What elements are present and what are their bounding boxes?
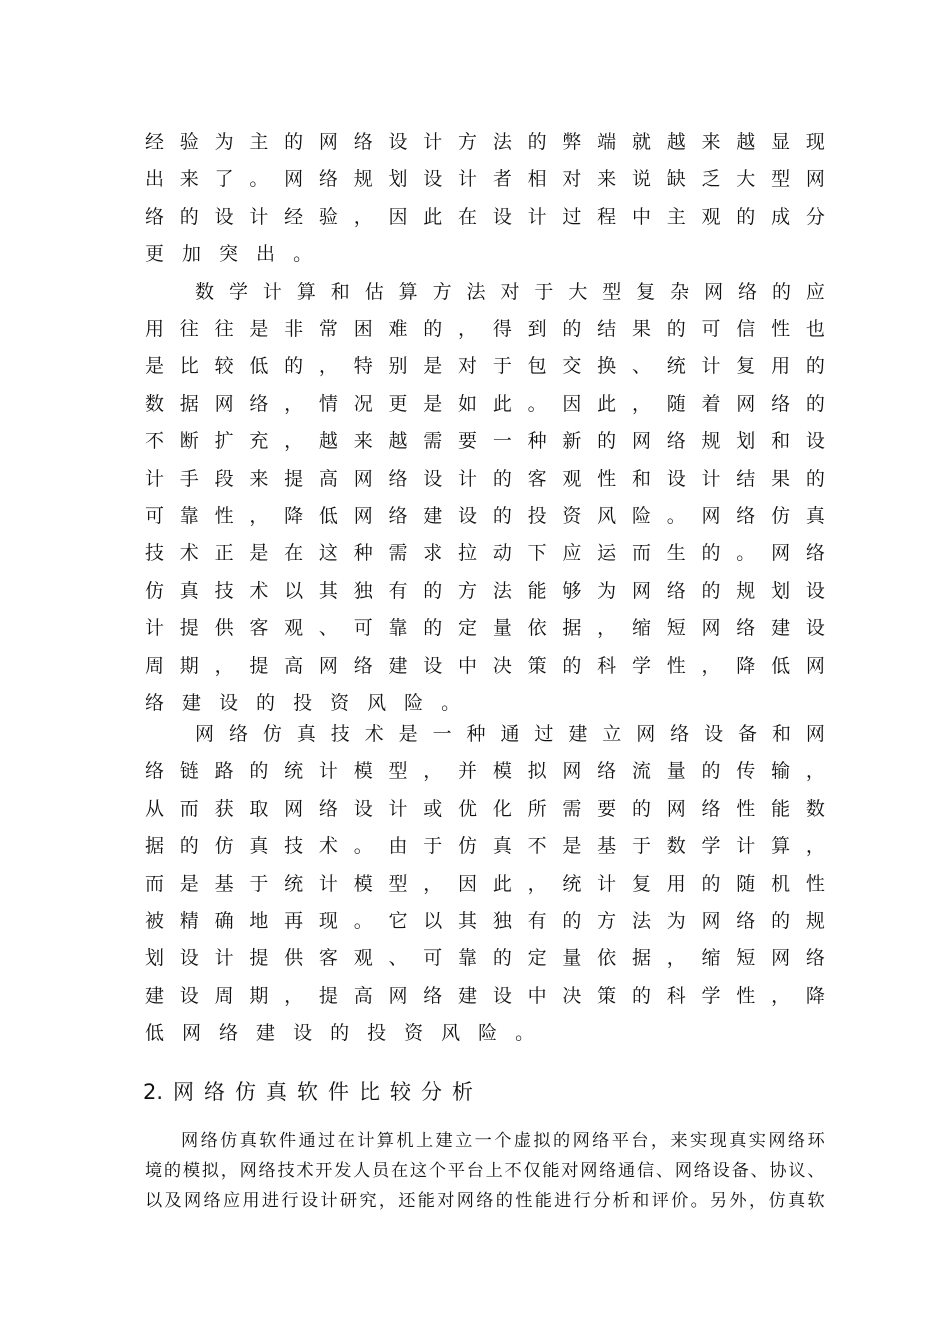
paragraph-4 [145,1126,825,1216]
text-line: 被 精 确 地 再 现 。 它 以 其 独 有 的 方 法 为 网 络 的 规 [145,909,825,932]
text-line: 更 加 突 出 。 [145,243,313,266]
text-line: 而 是 基 于 统 计 模 型 ， 因 此 ， 统 计 复 用 的 随 机 性 [145,872,825,895]
text-line: 不 断 扩 充 ， 越 来 越 需 要 一 种 新 的 网 络 规 划 和 设 [145,430,825,453]
text-line: 网 络 仿 真 软 件 通 过 在 计 算 机 上 建 立 一 个 虚 拟 的 网 络 平 台 ， 来 实 现 真 实 网 络 环 [181,1131,825,1151]
text-line: 网 络 仿 真 技 术 是 一 种 通 过 建 立 网 络 设 备 和 网 [195,723,825,745]
paragraph-3 [145,716,825,1053]
text-line: 据 的 仿 真 技 术 。 由 于 仿 真 不 是 基 于 数 学 计 算 ， [145,835,825,858]
text-line: 经 验 为 主 的 网 络 设 计 方 法 的 弊 端 就 越 来 越 显 现 [145,131,825,153]
text-line: 可 靠 性 ， 降 低 网 络 建 设 的 投 资 风 险 。 网 络 仿 真 [145,504,825,527]
text-line: 络 链 路 的 统 计 模 型 ， 并 模 拟 网 络 流 量 的 传 输 ， [145,760,825,783]
text-line: 技 术 正 是 在 这 种 需 求 拉 动 下 应 运 而 生 的 。 网 络 [145,542,825,565]
section-number: 2. [143,1080,164,1104]
paragraph-2 [145,274,825,723]
text-line: 境 的 模 拟 ， 网 络 技 术 开 发 人 员 在 这 个 平 台 上 不 仅 能 对 网 络 通 信 、 网 络 设 备 、 协 议 、 [145,1161,825,1181]
text-line: 仿 真 技 术 以 其 独 有 的 方 法 能 够 为 网 络 的 规 划 设 [145,579,825,602]
text-line: 周 期 ， 提 高 网 络 建 设 中 决 策 的 科 学 性 ， 降 低 网 [145,654,825,677]
text-line: 划 设 计 提 供 客 观 、 可 靠 的 定 量 依 据 ， 缩 短 网 络 [145,947,825,970]
text-line: 计 提 供 客 观 、 可 靠 的 定 量 依 据 ， 缩 短 网 络 建 设 [145,617,825,640]
text-line: 从 而 获 取 网 络 设 计 或 优 化 所 需 要 的 网 络 性 能 数 [145,797,825,820]
text-line: 络 建 设 的 投 资 风 险 。 [145,691,461,714]
text-line: 以 及 网 络 应 用 进 行 设 计 研 究 ， 还 能 对 网 络 的 性 能 进 行 分 析 和 评 价 。 另 外 ， 仿 真 软 [145,1191,825,1211]
section-heading [143,1076,483,1106]
text-line: 络 的 设 计 经 验 ， 因 此 在 设 计 过 程 中 主 观 的 成 分 [145,205,825,228]
text-line: 建 设 周 期 ， 提 高 网 络 建 设 中 决 策 的 科 学 性 ， 降 [145,984,825,1007]
text-line: 出 来 了 。 网 络 规 划 设 计 者 相 对 来 说 缺 乏 大 型 网 [145,168,825,191]
paragraph-1 [145,124,825,274]
text-line: 计 手 段 来 提 高 网 络 设 计 的 客 观 性 和 设 计 结 果 的 [145,467,825,490]
text-line: 是 比 较 低 的 ， 特 别 是 对 于 包 交 换 、 统 计 复 用 的 [145,355,825,378]
section-title: 网络仿真软件比较分析 [173,1080,484,1104]
text-line: 低 网 络 建 设 的 投 资 风 险 。 [145,1022,535,1045]
text-line: 用 往 往 是 非 常 困 难 的 ， 得 到 的 结 果 的 可 信 性 也 [145,317,825,340]
text-line: 数 据 网 络 ， 情 况 更 是 如 此 。 因 此 ， 随 着 网 络 的 [145,392,825,415]
text-line: 数 学 计 算 和 估 算 方 法 对 于 大 型 复 杂 网 络 的 应 [195,280,825,303]
